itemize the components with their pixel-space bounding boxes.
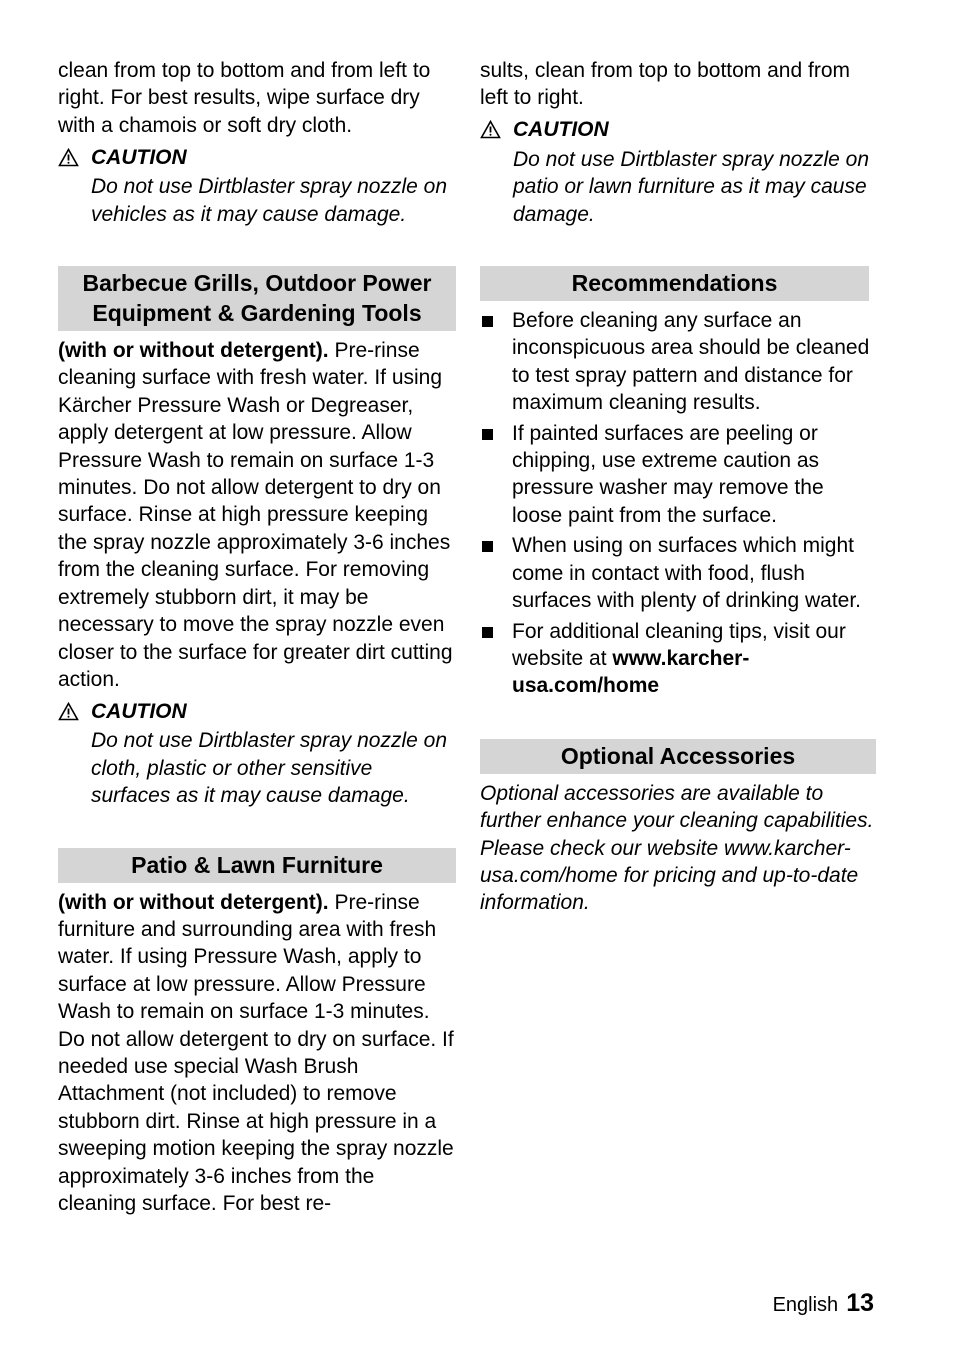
caution-heading	[58, 697, 456, 725]
page-footer	[773, 1290, 874, 1319]
caution-heading	[480, 116, 876, 144]
caution-text: Do not use Dirtblaster spray nozzle on patio or lawn furniture as it may cause damage.	[513, 147, 870, 226]
section-heading-bbq	[58, 266, 456, 331]
caution-heading	[58, 143, 456, 171]
list-item-text: If painted surfaces are peeling or chipping, use extreme caution as pressure washer may remove the loose paint from the surface.	[512, 421, 824, 527]
list-item	[480, 532, 876, 614]
warning-triangle-icon	[480, 120, 501, 139]
website-link[interactable]: www.karcher-usa.com/home	[512, 646, 750, 698]
square-bullet-icon	[482, 627, 493, 638]
intro-paragraph: sults, clean from top to bottom and from left to right.	[480, 59, 851, 110]
caution-label: CAUTION	[91, 699, 187, 723]
lead-text: (with or without detergent).	[58, 890, 329, 914]
list-item-text: When using on surfaces which might come in contact with food, flush surfaces with plenty of drinking water.	[512, 534, 862, 613]
heading-line: Equipment & Gardening Tools	[92, 300, 422, 327]
square-bullet-icon	[482, 541, 493, 552]
patio-paragraph	[58, 889, 456, 1218]
section-heading-accessories: Optional Accessories	[480, 739, 876, 774]
caution-label: CAUTION	[91, 145, 187, 169]
list-item	[480, 420, 876, 530]
square-bullet-icon	[482, 429, 493, 440]
left-column	[58, 57, 456, 1217]
section-heading-patio: Patio & Lawn Furniture	[58, 848, 456, 883]
list-item	[480, 307, 876, 417]
square-bullet-icon	[482, 316, 493, 327]
list-item-text: For additional cleaning tips, visit our website at	[512, 619, 846, 670]
body-text: Pre-rinse cleaning surface with fresh water. If using Kärcher Pressure Wash or Degreaser, apply detergent at low pressure. Allow Pressure Wash to remain on surface 1-3 minutes. Do not allow detergent to dry on surface. Rinse at high pressure keeping the spray nozzle approximately 3-6 inches from the cleaning surface. For removing extremely stubborn dirt, it may be necessary to move the spray nozzle even closer to the surface for greater dirt cutting action.	[58, 339, 453, 691]
footer-language: English	[772, 1294, 839, 1316]
caution-label: CAUTION	[513, 118, 609, 142]
right-column	[480, 57, 876, 917]
heading-line: Barbecue Grills, Outdoor Power	[82, 270, 432, 297]
caution-text: Do not use Dirtblaster spray nozzle on cloth, plastic or other sensitive surfaces as it may cause damage.	[91, 729, 448, 808]
caution-text: Do not use Dirtblaster spray nozzle on vehicles as it may cause damage.	[91, 175, 448, 226]
intro-paragraph: clean from top to bottom and from left to right. For best results, wipe surface dry with a chamois or soft dry cloth.	[58, 59, 431, 137]
page-number: 13	[846, 1289, 874, 1317]
accessories-paragraph: Optional accessories are available to further enhance your cleaning capabilities. Please check our website www.karcher-usa.com/home for pricing and up-to-date information.	[480, 781, 874, 915]
list-item	[480, 618, 876, 700]
section-heading-recommendations: Recommendations	[480, 266, 869, 301]
bbq-paragraph	[58, 337, 456, 693]
recommendations-list	[480, 307, 876, 700]
lead-text: (with or without detergent).	[58, 339, 329, 363]
warning-triangle-icon	[58, 148, 79, 167]
body-text: Pre-rinse furniture and surrounding area with fresh water. If using Pressure Wash, apply to surface at low pressure. Allow Pressure Wash to remain on surface 1-3 minutes. Do not allow detergent to dry on surface. If needed use special Wash Brush Attachment (not included) to remove stubborn dirt. Rinse at high pressure in a sweeping motion keeping the spray nozzle approximately 3-6 inches from the cleaning surface. For best re-	[58, 890, 454, 1215]
warning-triangle-icon	[58, 702, 79, 721]
list-item-text: Before cleaning any surface an inconspicuous area should be cleaned to test spray pattern and distance for maximum cleaning results.	[512, 309, 870, 415]
